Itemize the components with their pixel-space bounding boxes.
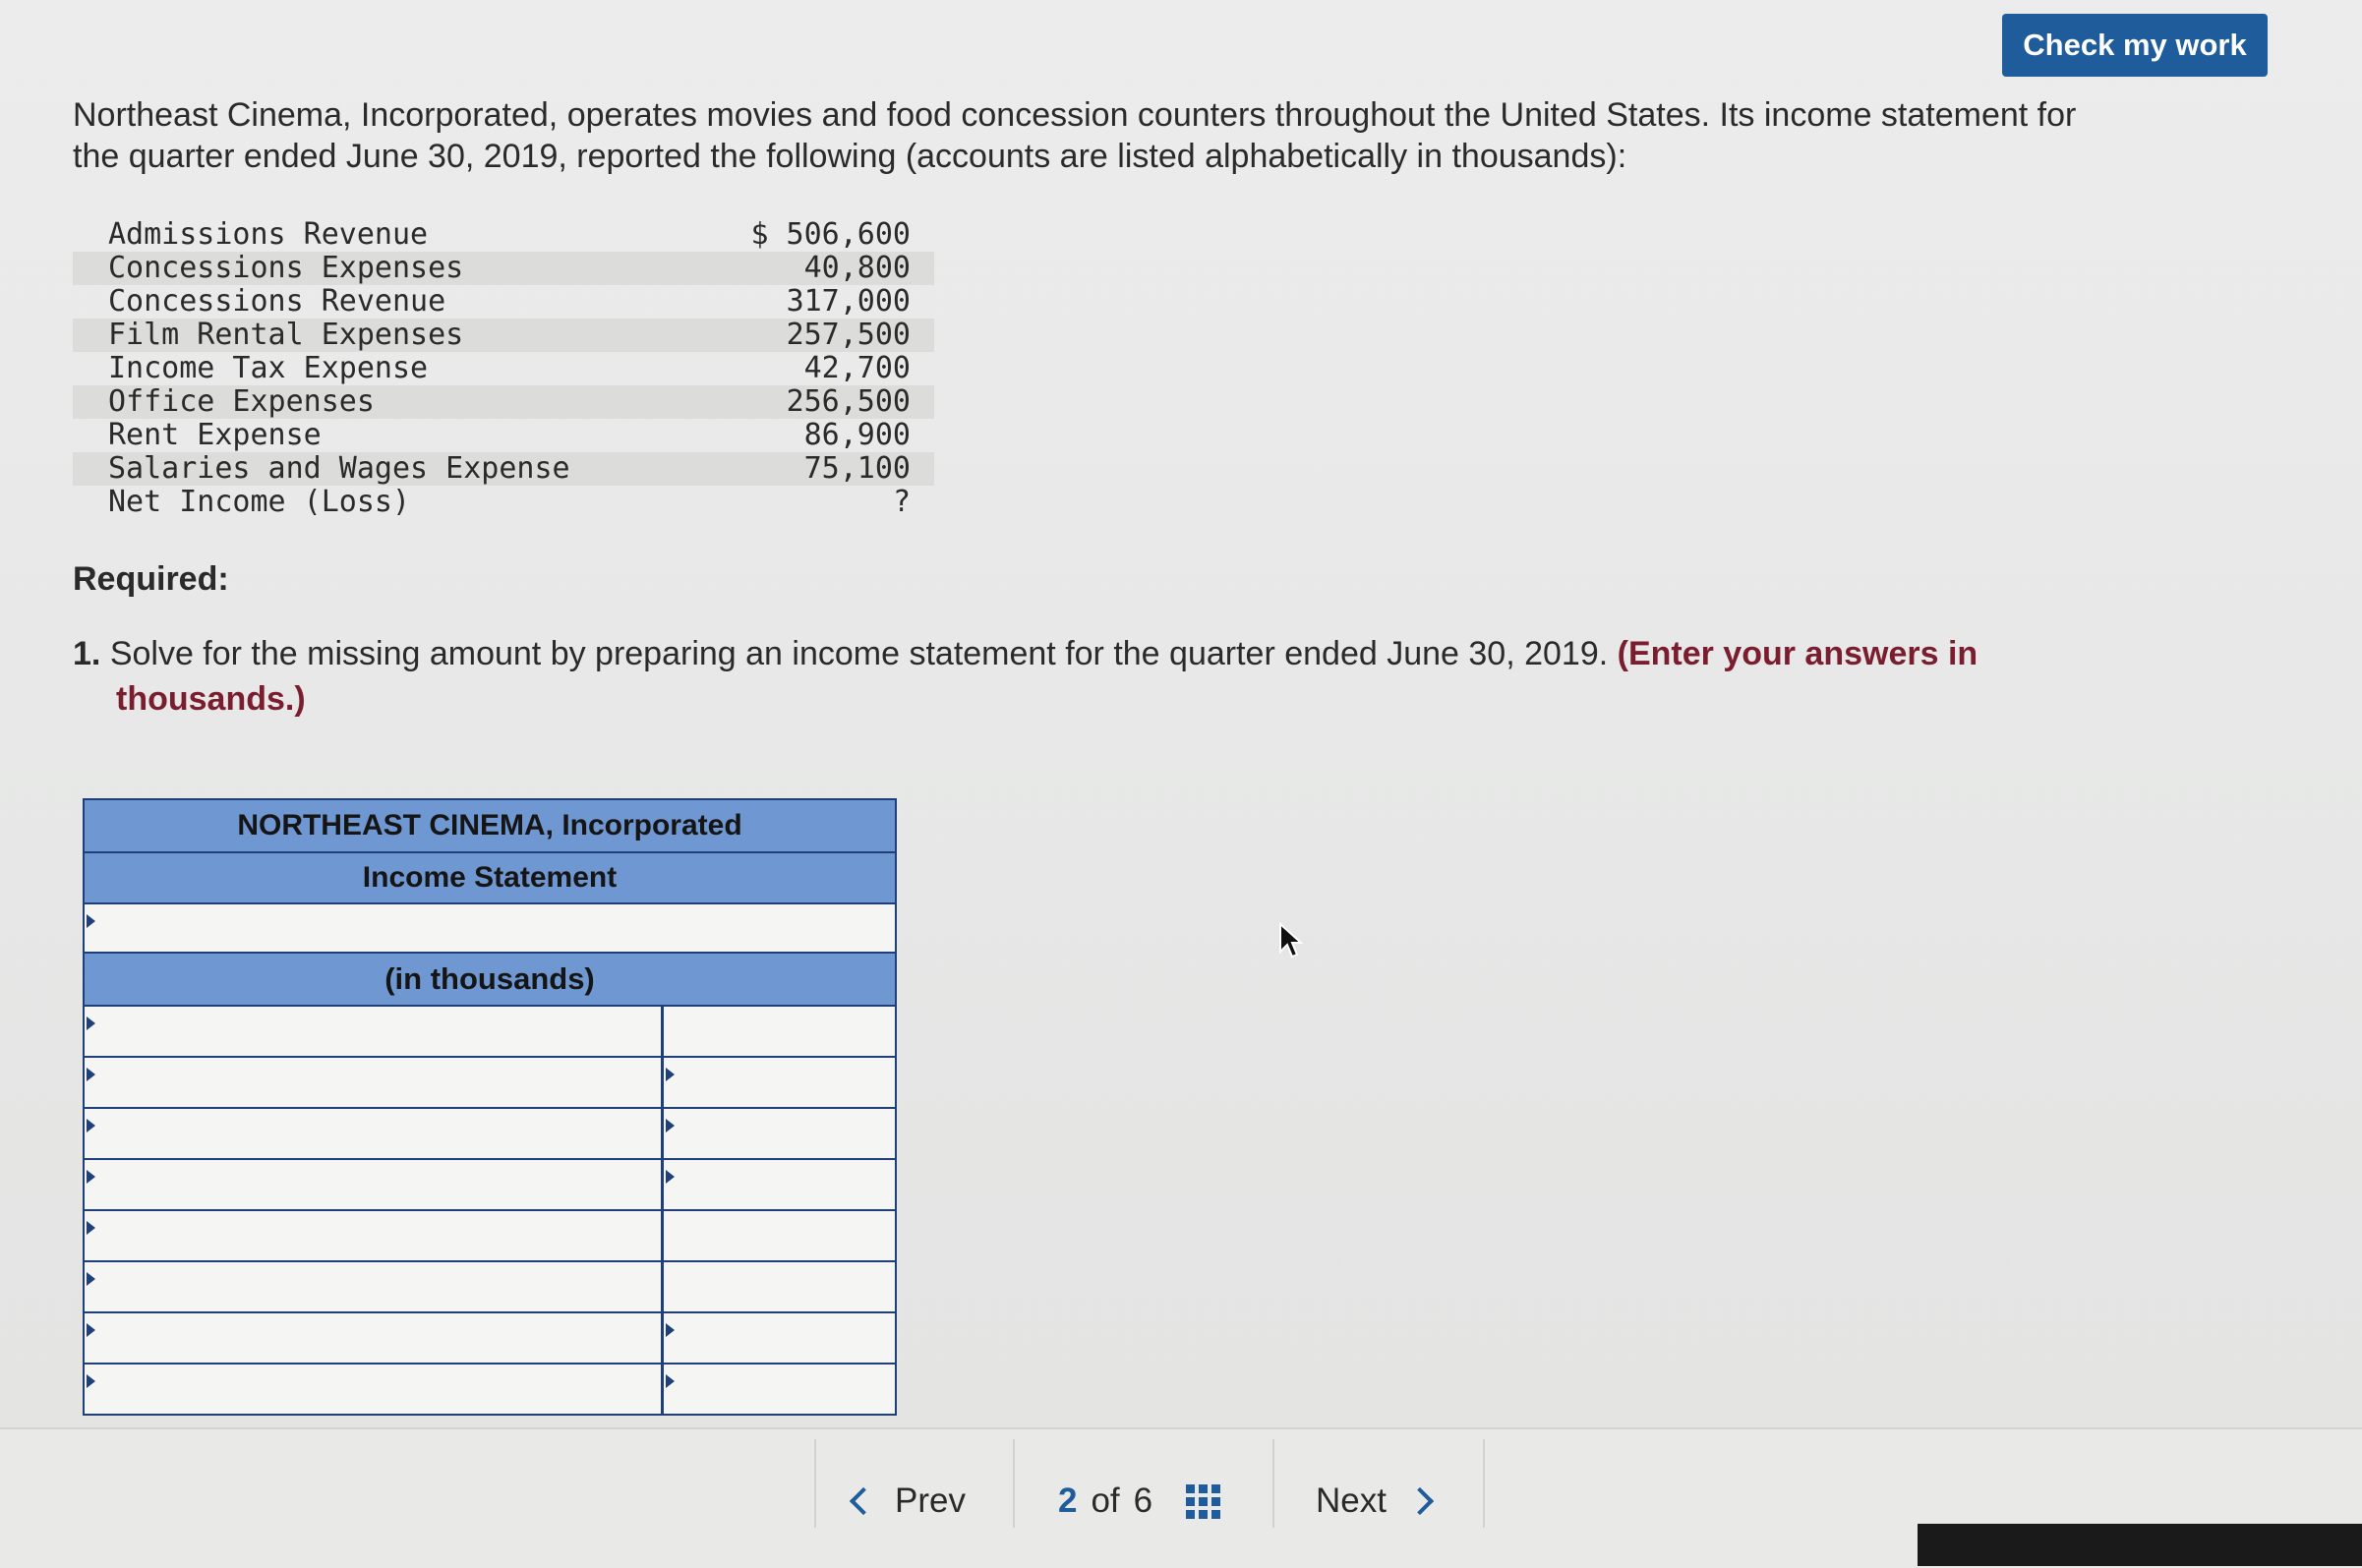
prev-label: Prev (895, 1481, 966, 1520)
dropdown-marker-icon (87, 1323, 95, 1337)
account-row (73, 452, 934, 486)
total-pages: 6 (1133, 1481, 1153, 1520)
account-name: Net Income (Loss) (108, 485, 411, 519)
next-button[interactable] (1316, 1477, 1430, 1526)
input-marker-icon (666, 1374, 675, 1388)
question-1 (73, 631, 2122, 722)
input-marker-icon (666, 1170, 675, 1184)
dropdown-marker-icon (87, 1170, 95, 1184)
account-name: Admissions Revenue (108, 217, 429, 252)
account-dropdown[interactable] (85, 1211, 664, 1260)
current-page: 2 (1058, 1481, 1078, 1520)
dropdown-marker-icon (87, 1068, 95, 1081)
question-emphasis: (Enter your answers in thousands.) (116, 635, 1978, 718)
dropdown-marker-icon (87, 914, 95, 928)
account-value: 257,500 (702, 319, 934, 352)
dropdown-marker-icon (87, 1016, 95, 1030)
account-name: Film Rental Expenses (73, 319, 702, 352)
screen-bezel (1918, 1524, 2362, 1566)
account-row (73, 352, 934, 385)
pager-divider (1272, 1439, 1274, 1528)
dropdown-marker-icon (87, 1221, 95, 1235)
account-row (73, 419, 934, 452)
account-dropdown[interactable] (85, 1058, 664, 1107)
statement-units: (in thousands) (85, 954, 895, 1007)
account-value: 42,700 (803, 351, 911, 385)
amount-input[interactable] (664, 1007, 895, 1056)
statement-row (85, 1313, 895, 1365)
statement-row (85, 1160, 895, 1211)
chevron-left-icon (850, 1487, 877, 1515)
chevron-right-icon (1406, 1487, 1434, 1515)
account-value: 317,000 (786, 284, 911, 319)
account-value: 40,800 (702, 252, 934, 285)
amount-input[interactable] (664, 1109, 895, 1158)
question-number: 1. (73, 635, 101, 672)
question-text: Solve for the missing amount by preparing an income statement for the quarter ended June 30, 2019. (109, 635, 1609, 672)
account-dropdown[interactable] (85, 1262, 664, 1311)
of-label: of (1091, 1481, 1120, 1520)
account-row (73, 486, 934, 519)
amount-input[interactable] (664, 1211, 895, 1260)
account-name: Office Expenses (73, 385, 702, 419)
mouse-cursor-icon (1278, 922, 1304, 961)
amount-input[interactable] (664, 1313, 895, 1363)
account-value: 75,100 (702, 452, 934, 486)
problem-intro: Northeast Cinema, Incorporated, operates movies and food concession counters throughout the United States. Its income statement for the quarter ended June 30, 2019, reported the following (accounts are listed alphabetically in thousands): (73, 96, 2077, 175)
account-name: Rent Expense (108, 418, 322, 452)
account-dropdown[interactable] (85, 1365, 664, 1414)
statement-row (85, 1262, 895, 1313)
pager-divider (1013, 1439, 1015, 1528)
account-name: Concessions Expenses (73, 252, 702, 285)
statement-row (85, 1211, 895, 1262)
account-value: 86,900 (803, 418, 911, 452)
amount-input[interactable] (664, 1365, 895, 1414)
account-value: ? (892, 485, 911, 519)
statement-row (85, 1007, 895, 1058)
amount-input[interactable] (664, 1160, 895, 1209)
account-dropdown[interactable] (85, 1160, 664, 1209)
required-label: Required: (73, 560, 229, 598)
dropdown-marker-icon (87, 1374, 95, 1388)
input-marker-icon (666, 1068, 675, 1081)
pager-divider (814, 1439, 816, 1528)
account-row (73, 285, 934, 319)
account-name: Salaries and Wages Expense (73, 452, 702, 486)
accounts-table (73, 218, 934, 519)
pager-divider (1483, 1439, 1485, 1528)
income-statement-worksheet (83, 798, 897, 1416)
amount-input[interactable] (664, 1058, 895, 1107)
statement-company-name: NORTHEAST CINEMA, Incorporated (85, 800, 895, 853)
input-marker-icon (666, 1323, 675, 1337)
statement-date-dropdown[interactable] (85, 904, 895, 954)
statement-row (85, 1109, 895, 1160)
dropdown-marker-icon (87, 1272, 95, 1286)
account-dropdown[interactable] (85, 1007, 664, 1056)
account-row (73, 252, 934, 285)
account-dropdown[interactable] (85, 1109, 664, 1158)
account-name: Income Tax Expense (108, 351, 429, 385)
check-my-work-button[interactable]: Check my work (2002, 14, 2268, 77)
account-row (73, 319, 934, 352)
grid-menu-icon (1186, 1484, 1220, 1519)
account-name: Concessions Revenue (108, 284, 446, 319)
account-value: 256,500 (702, 385, 934, 419)
statement-title: Income Statement (85, 853, 895, 904)
account-row (73, 385, 934, 419)
dropdown-marker-icon (87, 1119, 95, 1132)
input-marker-icon (666, 1119, 675, 1132)
account-value: $ 506,600 (750, 217, 911, 252)
statement-row (85, 1365, 895, 1414)
account-row (73, 218, 934, 252)
account-dropdown[interactable] (85, 1313, 664, 1363)
prev-button[interactable] (854, 1477, 966, 1526)
statement-row (85, 1058, 895, 1109)
page-indicator[interactable] (1058, 1477, 1220, 1526)
next-label: Next (1316, 1481, 1387, 1520)
amount-input[interactable] (664, 1262, 895, 1311)
